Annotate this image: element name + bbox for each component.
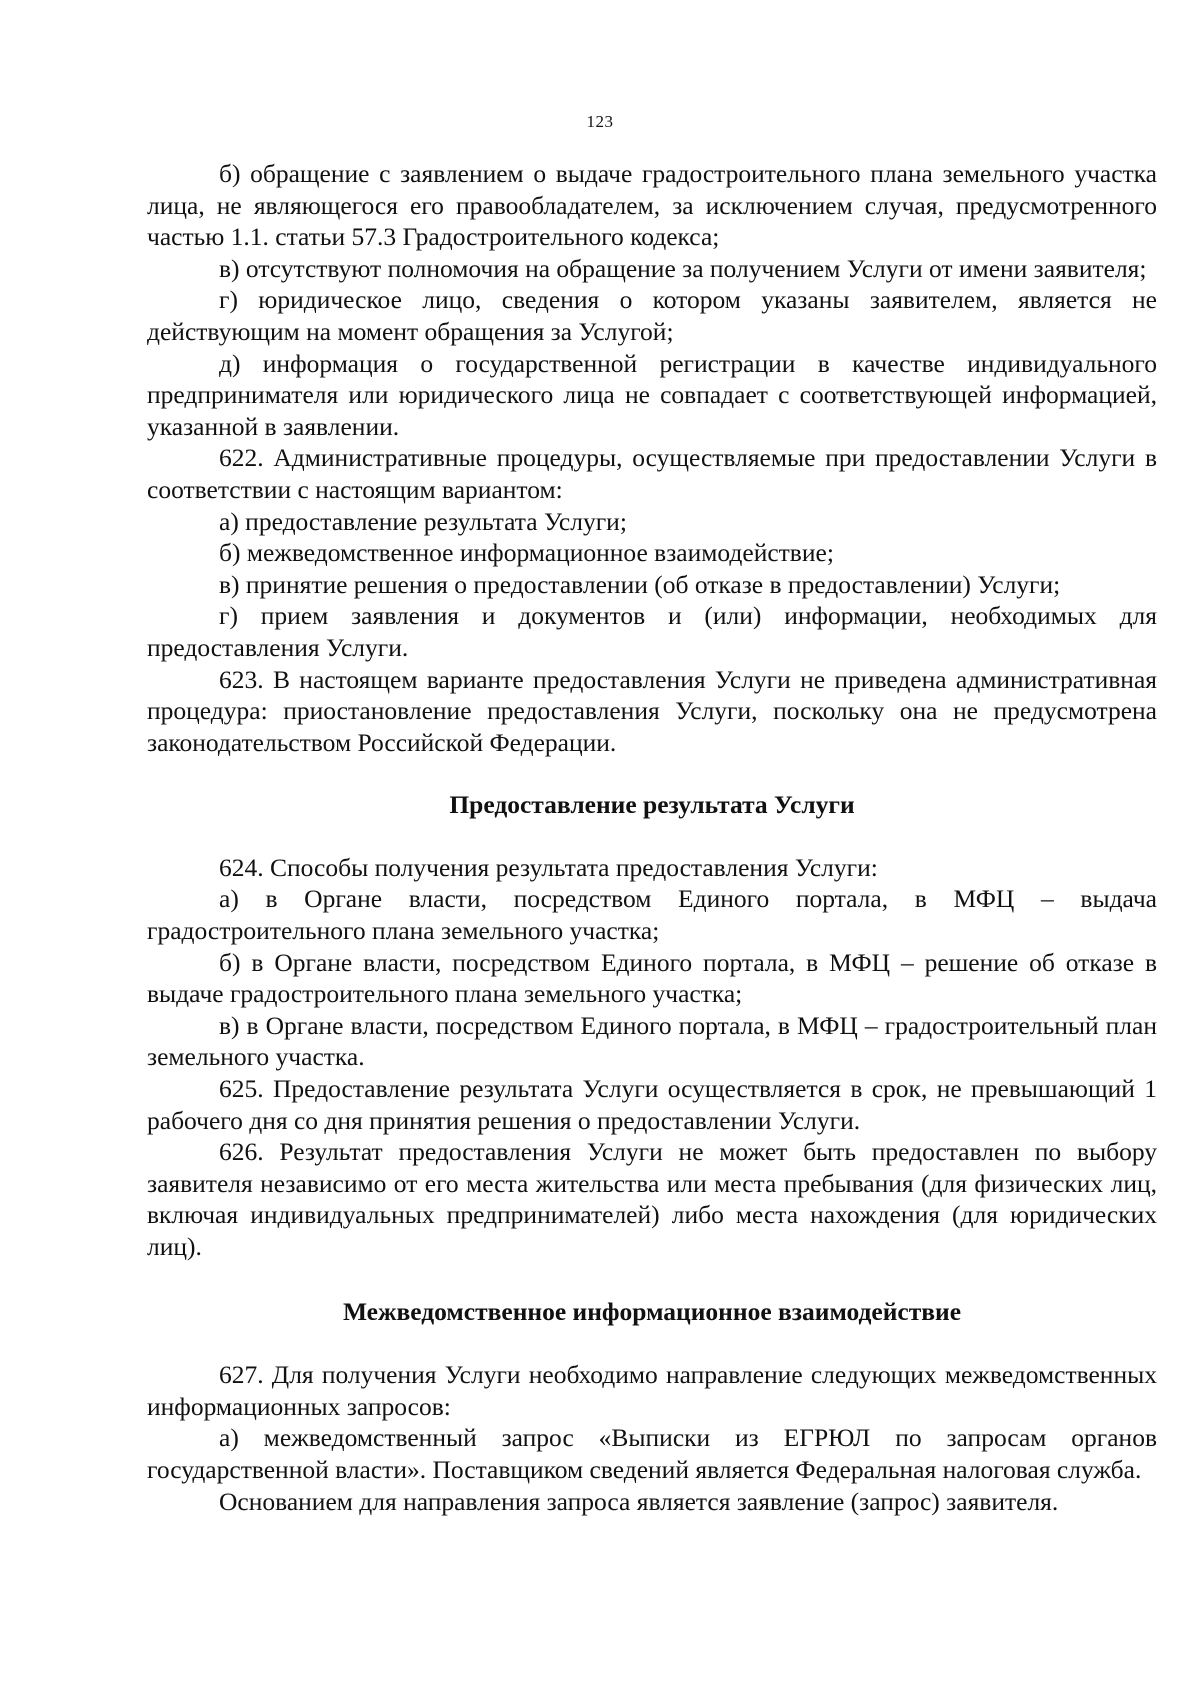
section-heading: Предоставление результата Услуги (449, 790, 855, 820)
paragraph: а) предоставление результата Услуги; (219, 506, 627, 536)
paragraph: б) межведомственное информационное взаимодействие; (219, 538, 834, 568)
paragraph: б) в Органе власти, посредством Единого портала, в МФЦ – решение об отказе в выдаче градостроительного плана земельного участка; (147, 947, 1157, 1009)
paragraph: в) в Органе власти, посредством Единого портала, в МФЦ – градостроительный план земельного участка. (147, 1010, 1157, 1072)
paragraph: г) прием заявления и документов и (или) информации, необходимых для предоставления Услуги. (147, 601, 1157, 662)
paragraph: в) принятие решения о предоставлении (об отказе в предоставлении) Услуги; (219, 569, 1061, 599)
paragraph: д) информация о государственной регистрации в качестве индивидуального предпринимателя или юридического лица не совпадает с соответствующей информацией, указанной в заявлении. (147, 348, 1157, 441)
paragraph: 627. Для получения Услуги необходимо направление следующих межведомственных информационных запросов: (147, 1360, 1157, 1421)
paragraph: 623. В настоящем варианте предоставления Услуги не приведена административная процедура: приостановление предоставления Услуги, поскольку она не предусмотрена законодательством Российской Федерации. (147, 664, 1157, 757)
paragraph: г) юридическое лицо, сведения о котором указаны заявителем, является не действующим на момент обращения за Услугой; (147, 285, 1157, 346)
page-number: 123 (586, 112, 614, 131)
paragraph: Основанием для направления запроса является заявление (запрос) заявителя. (219, 1486, 1059, 1516)
paragraph: 626. Результат предоставления Услуги не может быть предоставлен по выбору заявителя независимо от его места жительства или места пребывания (для физических лиц, включая индивидуальных предпринимателей) либо места нахождения (для юридических лиц). (147, 1137, 1157, 1261)
paragraph: 622. Административные процедуры, осуществляемые при предоставлении Услуги в соответствии с настоящим вариантом: (147, 443, 1157, 504)
paragraph: в) отсутствуют полномочия на обращение за получением Услуги от имени заявителя; (219, 253, 1147, 283)
paragraph: б) обращение с заявлением о выдаче градостроительного плана земельного участка лица, не являющегося его правообладателем, за исключением случая, предусмотренного частью 1.1. статьи 57.3 Градостроительного кодекса; (147, 159, 1157, 252)
paragraph: 624. Способы получения результата предоставления Услуги: (219, 852, 878, 882)
paragraph: а) межведомственный запрос «Выписки из ЕГРЮЛ по запросам органов государственной власти». Поставщиком сведений является Федеральная налоговая служба. (147, 1423, 1157, 1484)
paragraph: а) в Органе власти, посредством Единого портала, в МФЦ – выдача градостроительного плана земельного участка; (147, 884, 1157, 946)
paragraph: 625. Предоставление результата Услуги осуществляется в срок, не превышающий 1 рабочего дня со дня принятия решения о предоставлении Услуги. (147, 1074, 1157, 1135)
section-heading: Межведомственное информационное взаимодействие (342, 1296, 962, 1326)
document-body (147, 158, 1157, 1517)
